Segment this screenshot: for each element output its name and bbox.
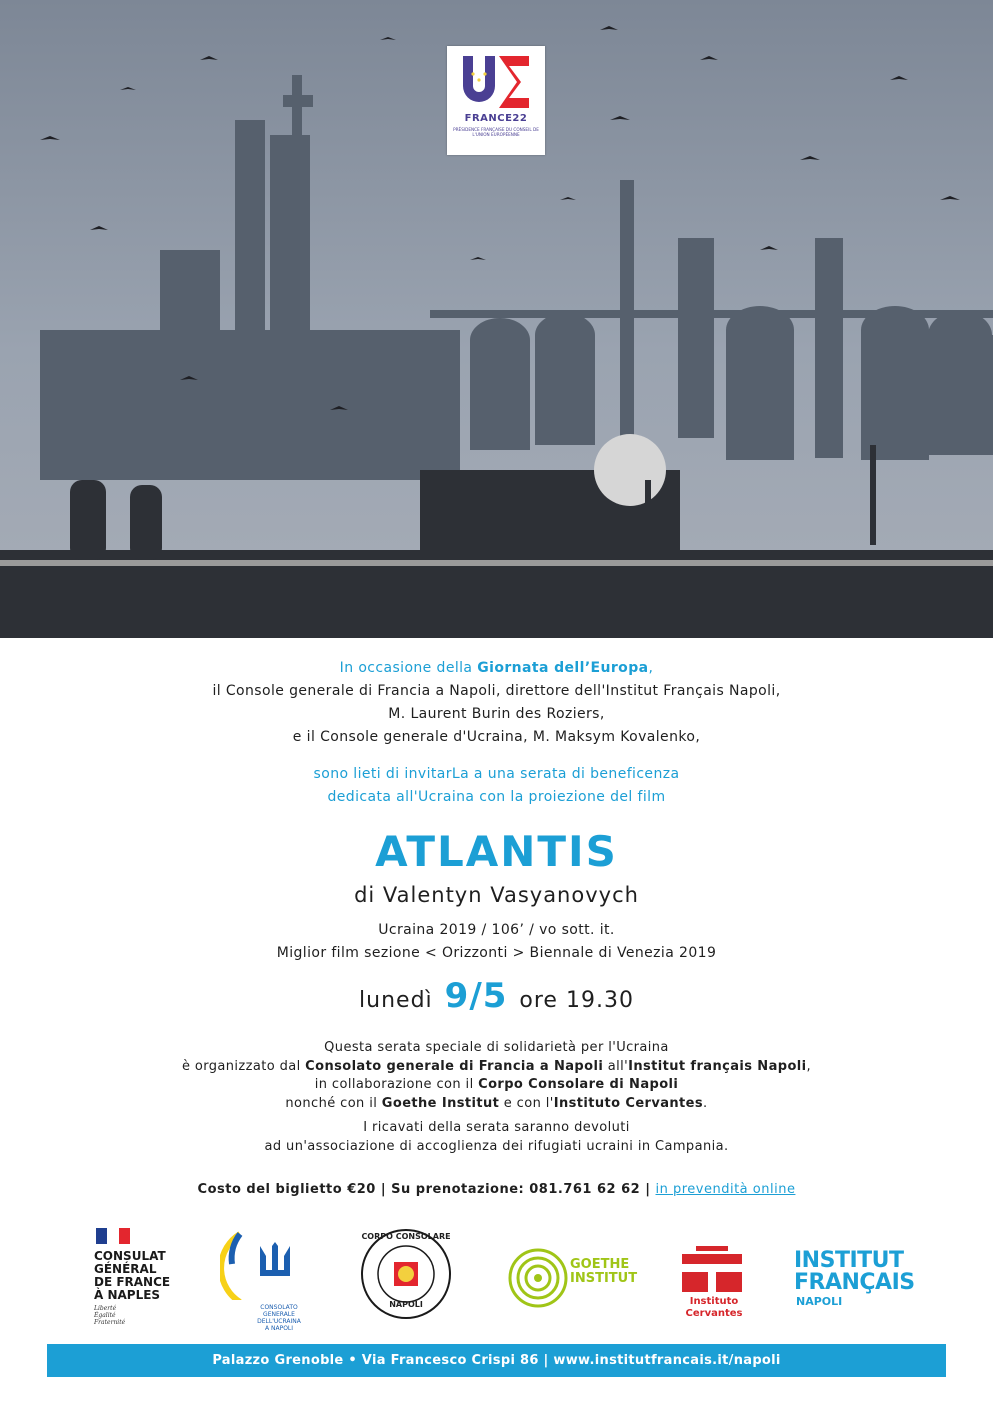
intro-block	[0, 657, 993, 749]
details-l3-b: Corpo Consolare di Napoli	[478, 1077, 679, 1092]
details-l4-d: Instituto Cervantes	[553, 1095, 704, 1111]
ukraine-l2: DELL'UCRAINA	[257, 1318, 301, 1325]
cervantes-logo	[678, 1246, 750, 1320]
cervantes-symbol-icon	[682, 1246, 742, 1292]
goethe-l1: GOETHE	[570, 1257, 630, 1272]
consulat-logo	[94, 1228, 184, 1326]
film-meta-2: Miglior film sezione < Orizzonti > Biennale di Venezia 2019	[276, 945, 717, 961]
film-title: ATLANTIS	[375, 827, 618, 876]
ukraine-l3: A NAPOLI	[264, 1325, 294, 1332]
film-director: di Valentyn Vasyanovych	[354, 883, 639, 907]
corpo-bottom-text: NAPOLI	[389, 1300, 423, 1309]
intro-l1-b: Giornata dell’Europa	[477, 660, 649, 676]
details-l3-a: in collaborazione con il	[314, 1077, 479, 1092]
intro-line-3: M. Laurent Burin des Roziers,	[388, 706, 605, 722]
ue-logo-name: FRANCE22	[464, 113, 528, 124]
details-line-2	[0, 1058, 993, 1077]
intro-line-1	[0, 657, 993, 680]
goethe-l2: INSTITUT	[570, 1271, 638, 1286]
consulat-motto-2: Égalité	[94, 1312, 116, 1319]
ue-logo-subtitle: PRÉSIDENCE FRANÇAISE DU CONSEIL DE L'UNION EUROPÉENNE	[453, 127, 539, 137]
film-meta	[0, 919, 993, 965]
intro-line-2: il Console generale di Francia a Napoli, direttore dell'Institut Français Napoli,	[212, 683, 781, 699]
consulat-l3: DE FRANCE	[94, 1275, 171, 1289]
institut-l1: INSTITUT	[794, 1248, 904, 1273]
consulat-l2: GÉNÉRAL	[94, 1262, 157, 1276]
details-line-4	[0, 1095, 993, 1114]
film-meta-1: Ucraina 2019 / 106’ / vo sott. it.	[378, 922, 615, 938]
proceeds-block	[0, 1119, 993, 1156]
institut-l3: NAPOLI	[796, 1295, 843, 1308]
invite-block	[0, 763, 993, 809]
details-l2-c: all'	[603, 1058, 629, 1074]
details-line-1: Questa serata speciale di solidarietà per l'Ucraina	[324, 1040, 669, 1055]
details-line-3	[0, 1076, 993, 1095]
consulat-l1: CONSULAT	[94, 1249, 166, 1263]
ukraine-consulate-logo	[220, 1228, 320, 1332]
proceeds-line-2: ad un'associazione di accoglienza dei rifugiati ucraini in Campania.	[264, 1138, 729, 1154]
presale-link[interactable]: in prevendità online	[655, 1182, 796, 1197]
consulat-motto-3: Fraternité	[94, 1319, 126, 1326]
date-row	[0, 976, 993, 1021]
details-l4-e: .	[703, 1095, 708, 1111]
invite-line-2: dedicata all'Ucraina con la proiezione del film	[327, 789, 666, 805]
intro-line-4: e il Console generale d'Ucraina, M. Maksym Kovalenko,	[292, 729, 701, 745]
intro-l1-c: ,	[648, 660, 654, 676]
trident-icon	[220, 1228, 320, 1300]
date-date: 9/5	[444, 976, 508, 1016]
details-l2-a: è organizzato dal	[181, 1058, 306, 1074]
ue-logo-mark-icon	[457, 54, 535, 110]
proceeds-line-1: I ricavati della serata saranno devoluti	[363, 1120, 630, 1135]
institut-l2: FRANÇAIS	[794, 1270, 915, 1295]
marianne-flag-icon	[96, 1228, 130, 1244]
intro-l1-a: In occasione della	[339, 660, 478, 676]
ticket-info	[0, 1179, 993, 1201]
institut-francais-logo	[794, 1248, 915, 1310]
date-day: lunedì	[359, 988, 433, 1013]
cervantes-l2: Cervantes	[685, 1308, 743, 1319]
details-l4-a: nonché con il	[285, 1095, 382, 1111]
footer-text: Palazzo Grenoble • Via Francesco Crispi 86 | www.institutfrancais.it/napoli	[212, 1353, 781, 1368]
corpo-top-text: CORPO CONSOLARE	[361, 1232, 451, 1241]
goethe-spiral-icon	[508, 1248, 568, 1308]
details-block	[0, 1039, 993, 1113]
ukraine-l1: CONSOLATO GENERALE	[260, 1304, 298, 1318]
goethe-logo	[508, 1248, 638, 1308]
details-l2-b: Consolato generale di Francia a Napoli	[305, 1058, 604, 1074]
corpo-consolare-logo	[360, 1228, 452, 1324]
details-l2-e: ,	[806, 1058, 812, 1074]
details-l4-c: e con l'	[499, 1095, 554, 1111]
hero-photo	[0, 0, 993, 638]
ticket-text: Costo del biglietto €20 | Su prenotazione: 081.761 62 62 |	[197, 1182, 656, 1197]
date-time: ore 19.30	[519, 988, 634, 1013]
footer-bar	[47, 1344, 946, 1377]
consulat-l4: À NAPLES	[94, 1288, 161, 1302]
ue-france22-logo	[447, 46, 545, 155]
details-l2-d: Institut français Napoli	[628, 1058, 807, 1074]
partner-logos	[0, 1228, 993, 1332]
invite-line-1: sono lieti di invitarLa a una serata di beneficenza	[313, 766, 680, 782]
consulat-motto-1: Liberté	[94, 1305, 117, 1312]
details-l4-b: Goethe Institut	[381, 1095, 500, 1111]
cervantes-l1: Instituto	[689, 1296, 739, 1307]
